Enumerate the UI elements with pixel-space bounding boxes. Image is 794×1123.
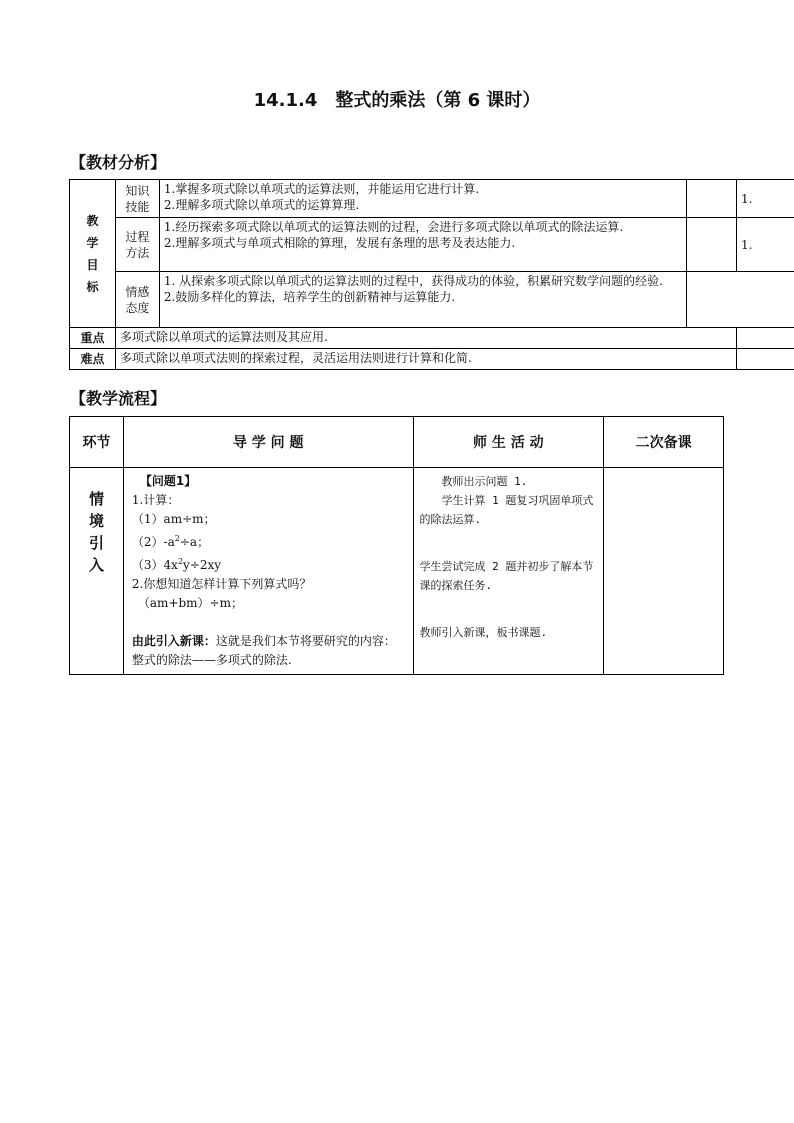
knowledge-blank	[687, 180, 737, 218]
process-label: 过程 方法	[115, 218, 159, 272]
attitude-blank	[687, 272, 794, 328]
section-heading-flow: 【教学流程】	[70, 389, 167, 408]
goal-label: 教 学 目 标	[70, 180, 116, 328]
question-1: 1.计算：	[131, 493, 180, 507]
attitude-label: 情感 态度	[115, 272, 159, 328]
stage-label: 情 境 引 入	[70, 468, 124, 675]
difficult-label: 难点	[70, 349, 116, 370]
key-label: 重点	[70, 328, 116, 349]
attitude-text: 1. 从探索多项式除以单项式的运算法则的过程中，获得成功的体验，积累研究数学问题的经验. 2.鼓励多样化的算法，培养学生的创新精神与运算能力.	[159, 272, 686, 328]
key-blank	[737, 328, 794, 349]
flow-table	[69, 416, 724, 675]
question-1-item-1: （1）am÷m；	[131, 512, 216, 526]
question-2-expression: （am+bm）÷m；	[137, 596, 243, 610]
question-2: 2.你想知道怎样计算下列算式吗？	[131, 577, 312, 591]
knowledge-label: 知识 技能	[115, 180, 159, 218]
difficult-blank	[737, 349, 794, 370]
question-title: 【问题1】	[139, 474, 197, 488]
knowledge-text: 1.掌握多项式除以单项式的运算法则，并能运用它进行计算. 2.理解多项式除以单项式的运算算理.	[159, 180, 686, 218]
question-cell	[123, 468, 413, 675]
activity-4: 教师引入新课，板书课题.	[419, 626, 548, 639]
process-blank	[687, 218, 737, 272]
header-stage: 环节	[70, 417, 124, 468]
process-text: 1.经历探索多项式除以单项式的运算法则的过程，会进行多项式除以单项式的除法运算. 2.理解多项式与单项式相除的算理，发展有条理的思考及表达能力.	[159, 218, 686, 272]
question-1-item-2: $(2)-a^2\div a$；	[131, 534, 210, 549]
header-question: 导 学 问 题	[123, 417, 413, 468]
header-activity: 师 生 活 动	[413, 417, 604, 468]
knowledge-note: 1.	[737, 180, 794, 218]
activity-1: 教师出示问题 1.	[441, 475, 528, 488]
activity-2: 学生计算 1 题复习巩固单项式的除法运算.	[419, 494, 594, 526]
section-heading-analysis: 【教材分析】	[70, 153, 167, 172]
intro-paragraph: 由此引入新课：这就是我们本节将要研究的内容：整式的除法——多项式的除法.	[131, 634, 396, 667]
key-text: 多项式除以单项式的运算法则及其应用.	[115, 328, 736, 349]
activity-cell	[413, 468, 604, 675]
difficult-text: 多项式除以单项式法则的探索过程，灵活运用法则进行计算和化简.	[115, 349, 736, 370]
activity-3: 学生尝试完成 2 题并初步了解本节课的探索任务.	[419, 560, 594, 592]
second-prep-cell	[604, 468, 724, 675]
question-1-item-3: $(3)4x^2y\div 2xy$	[131, 557, 222, 572]
header-second-prep: 二次备课	[604, 417, 724, 468]
process-note: 1.	[737, 218, 794, 272]
page-title: 14.1.4 整式的乘法（第 6 课时）	[253, 90, 541, 111]
analysis-table	[69, 179, 794, 370]
